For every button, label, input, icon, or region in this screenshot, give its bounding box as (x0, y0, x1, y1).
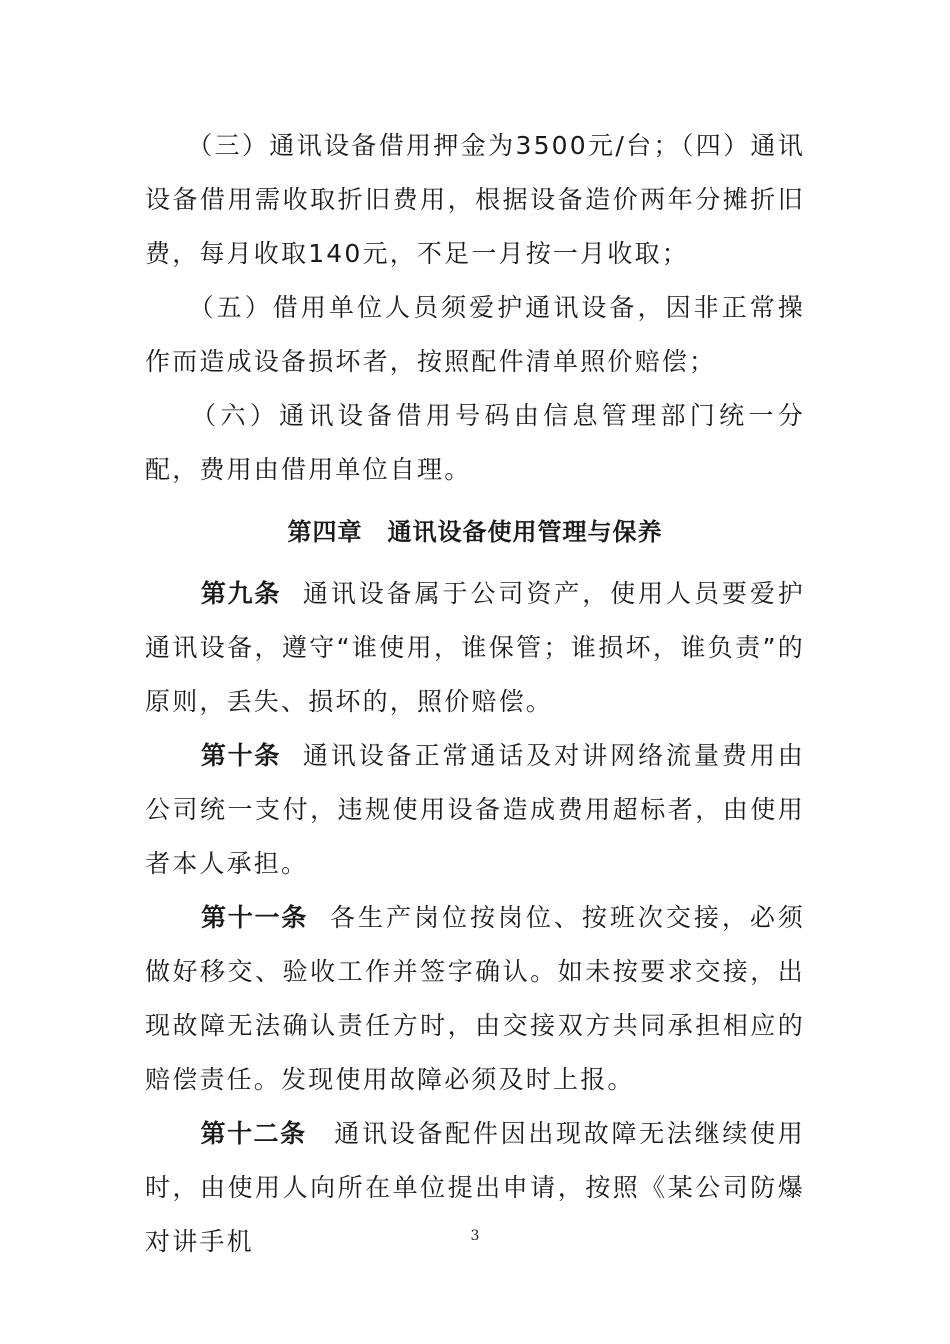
paragraph-text: （六）通讯设备借用号码由信息管理部门统一分配，费用由借用单位自理。 (145, 401, 806, 484)
article-twelve (145, 1107, 805, 1269)
paragraph-text: （三）通讯设备借用押金为3500元/台；（四）通讯设备借用需收取折旧费用，根据设备造价两年分摊折旧费，每月收取140元，不足一月按一月收取； (145, 131, 805, 268)
article-nine (145, 567, 805, 729)
paragraph-text: （五）借用单位人员须爱护通讯设备，因非正常操作而造成设备损坏者，按照配件清单照价赔偿； (145, 293, 806, 376)
article-label: 第十一条 (200, 903, 309, 932)
article-text: 第九条 通讯设备属于公司资产，使用人员要爱护通讯设备，遵守“谁使用，谁保管；谁损坏，谁负责”的原则，丢失、损坏的，照价赔偿。 (145, 579, 805, 716)
article-text: 第十二条 通讯设备配件因出现故障无法继续使用时，由使用人向所在单位提出申请，按照《某公司防爆对讲手机 (145, 1119, 806, 1256)
article-ten (145, 729, 805, 891)
article-label: 第十条 (200, 741, 282, 770)
article-label: 第九条 (200, 579, 282, 608)
page-number: 3 (470, 1228, 480, 1244)
article-text: 第十一条 各生产岗位按岗位、按班次交接，必须做好移交、验收工作并签字确认。如未按要求交接，出现故障无法确认责任方时，由交接双方共同承担相应的赔偿责任。发现使用故障必须及时上报。 (145, 903, 806, 1094)
paragraph-three-four (145, 119, 805, 281)
chapter-title: 第四章 通讯设备使用管理与保养 (287, 517, 663, 546)
paragraph-five (145, 281, 805, 389)
chapter-heading-block (145, 505, 805, 559)
article-text: 第十条 通讯设备正常通话及对讲网络流量费用由公司统一支付，违规使用设备造成费用超标者，由使用者本人承担。 (145, 741, 805, 878)
paragraph-six (145, 389, 805, 497)
article-eleven (145, 891, 805, 1107)
article-label: 第十二条 (200, 1119, 307, 1148)
